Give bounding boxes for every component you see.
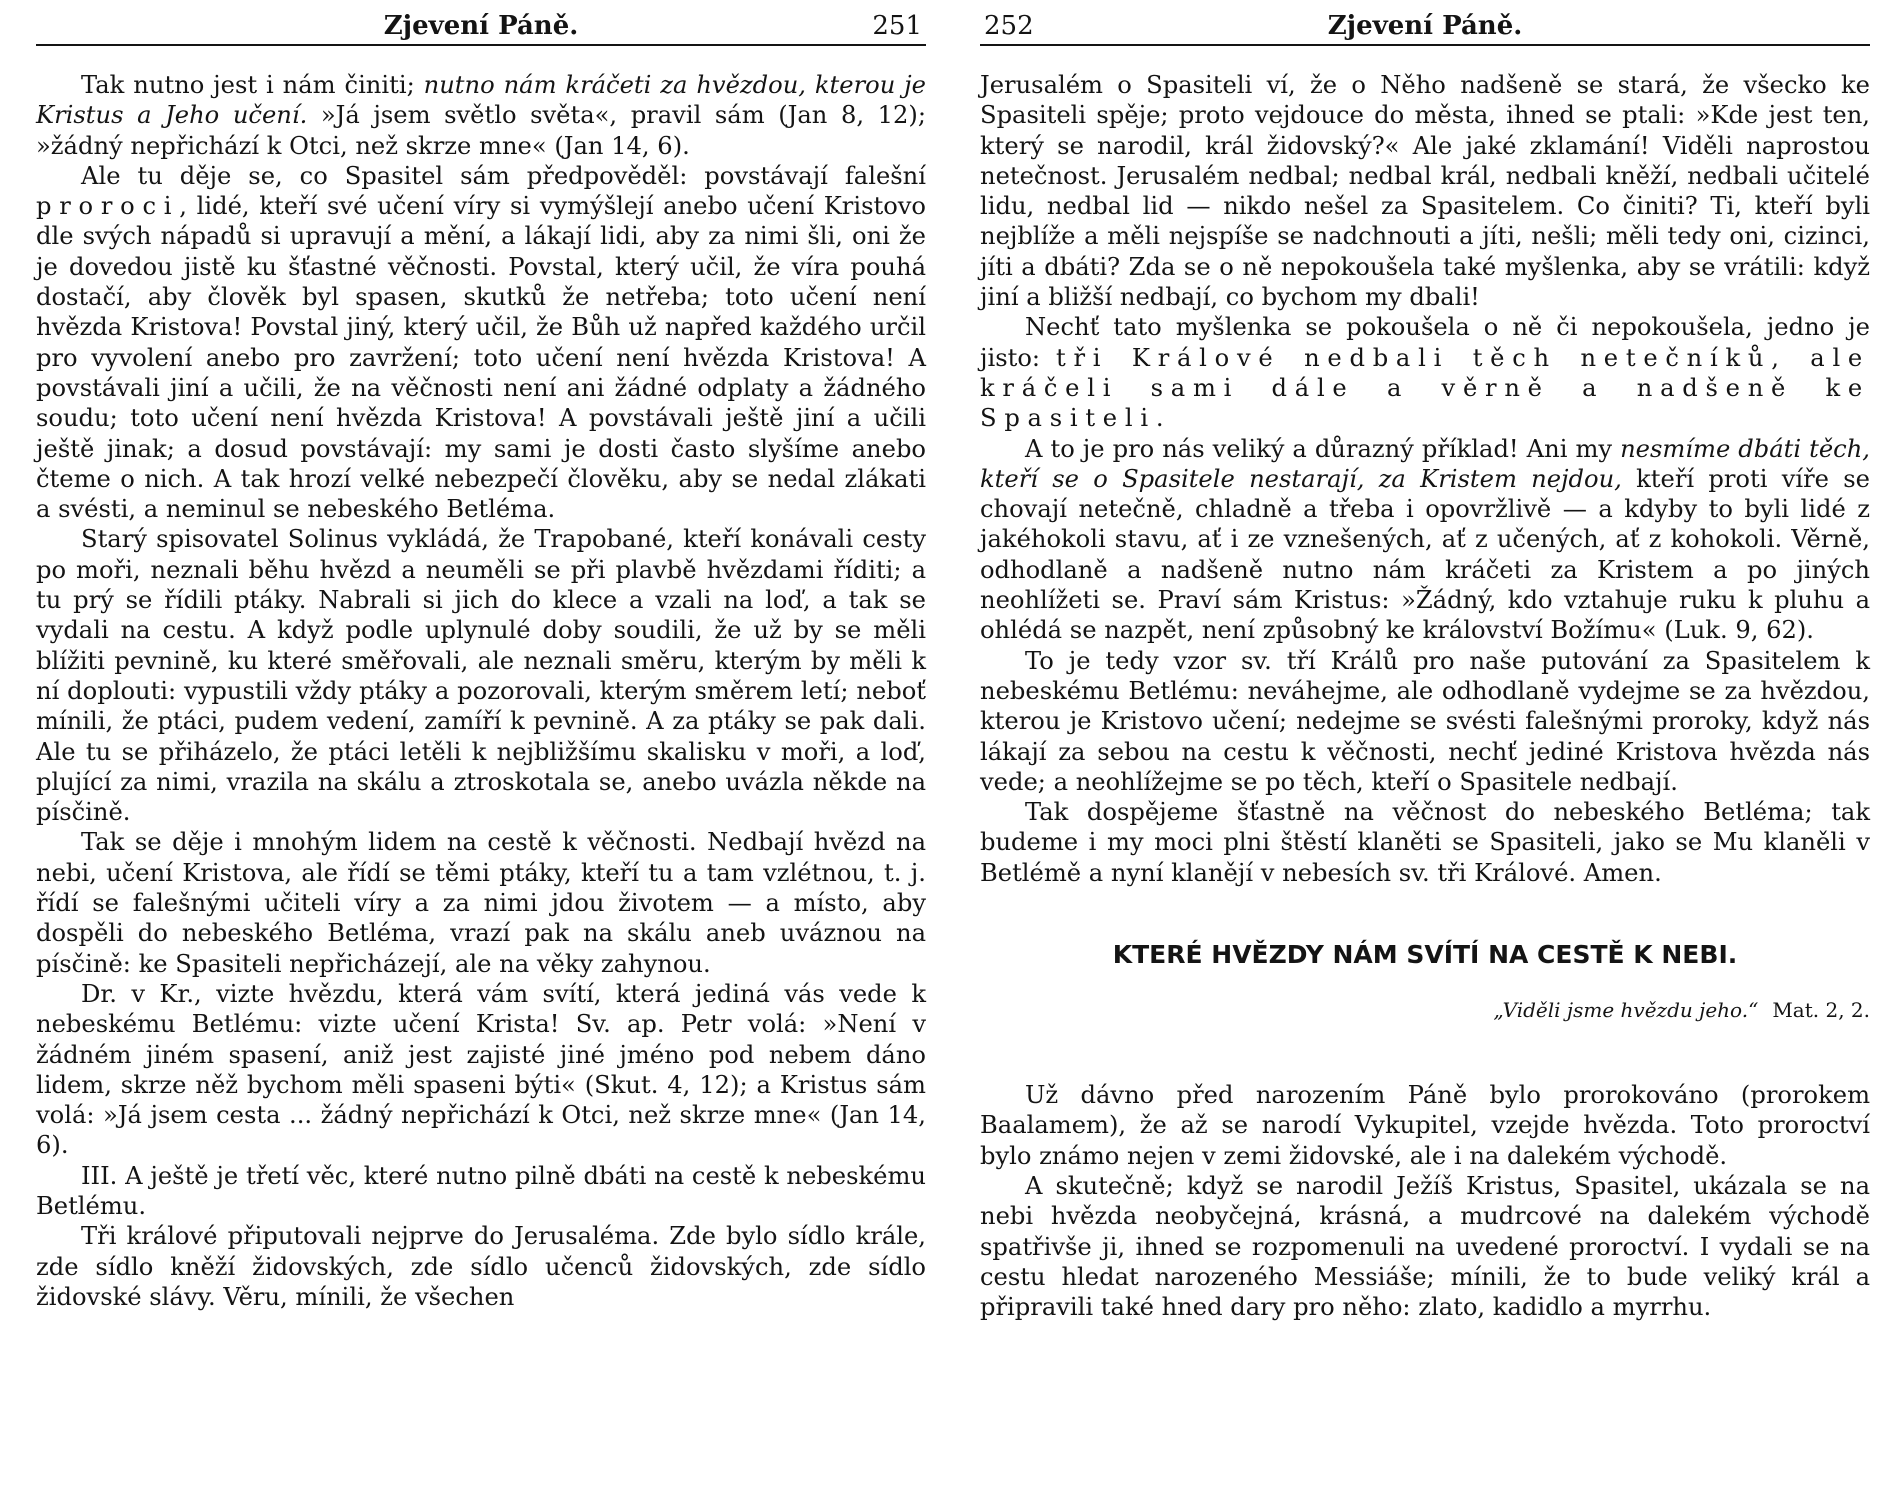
paragraph [36,161,926,525]
emphasis-spaced: proroci [36,192,180,221]
right-page-text [980,70,1870,1322]
text-run: A skutečně; když se narodil Ježíš Kristus, Spasitel, ukázala se na nebi hvězda neobyčejná, krásná, a mudrcové na dalekém východě spatřivše ji, ihned se rozpomenuli na uvedené proroctví. I vydali se na cestu hledat narozeného Messiáše; mínili, že to bude veliký král a připravili také hned dary pro něho: zlato, kadidlo a myrrhu. [980,1171,1870,1322]
emphasis-spaced: tři Králové nedbali těch netečníků, ale kráčeli sami dále a věrně a nadšeně ke Spasiteli [980,343,1870,433]
paragraph [36,70,926,161]
epigraph [980,996,1870,1024]
emphasis-italic: nesmíme dbáti těch, kteří se o Spasitele nestarají, za Kristem nejdou, [980,434,1870,493]
text-run: Tak se děje i mnohým lidem na cestě k věčnosti. Nedbají hvězd na nebi, učení Kristova, ale řídí se těmi ptáky, kteří tu a tam vzlétnou, t. j. řídí se falešnými učiteli víry a za nimi jdou životem — a místo, aby dospěli do nebeského Betléma, vrazí pak na skálu aneb uváznou na písčině: ke Spasiteli nepřicházejí, ale na věky zahynou. [36,828,926,978]
right-page-header [980,10,1870,46]
left-page-header [36,10,926,46]
text-run: Jerusalém o Spasiteli ví, že o Něho nadšeně se stará, že všecko ke Spasiteli spěje; proto vejdouce do města, ihned se ptali: »Kde jest ten, který se narodil, král židovský?« Ale jaké zklamání! Viděli naprostou netečnost. Jerusalém nedbal; nedbal král, nedbali kněží, nedbali učitelé lidu, nedbal lid — nikdo nešel za Spasitelem. Co činiti? Ti, kteří byli nejblíže a měli nejspíše se nadchnouti a jíti, nešli; měli tedy oni, cizinci, jíti a dbáti? Zda se o ně nepokoušela také myšlenka, aby se vrátili: když jiní a bližší nedbají, co bychom my dbali! [980,71,1870,312]
text-run: Ale tu děje se, co Spasitel sám předpověděl: povstávají falešní [81,161,926,190]
text-run: kteří proti víře se chovají netečně, chladně a třeba i opovržlivě — a kdyby to byli lidé z jakéhokoli stavu, ať i ze vznešených, ať z učených, ať z kohokoli. Věrně, odhodlaně a nadšeně nutno nám kráčeti za Kristem a po jiných neohlížeti se. Praví sám Kristus: »Žádný, kdo vztahuje ruku k pluhu a ohlédá se nazpět, není způsobný ke království Božímu« (Luk. 9, 62). [980,464,1870,645]
section-heading: KTERÉ HVĚZDY NÁM SVÍTÍ NA CESTĚ K NEBI. [1112,940,1738,970]
text-run: A to je pro nás veliký a důrazný příklad! Ani my [1025,434,1621,463]
epigraph-reference: Mat. 2, 2. [1772,998,1870,1023]
text-run: Tři králové připutovali nejprve do Jerusaléma. Zde bylo sídlo krále, zde sídlo kněží židovských, zde sídlo učenců židovských, zde sídlo židovské slávy. Věru, mínili, že všechen [36,1222,926,1311]
left-page-text [36,70,926,1312]
paragraph [36,1221,926,1312]
paragraph [980,70,1870,312]
text-run: , lidé, kteří své učení víry si vymýšlejí anebo učení Kristovo dle svých nápadů si upravují a mění, a lákají lidi, aby za nimi šli, oni že je dovedou jistě ku šťastné věčnosti. Povstal, který učil, že víra pouhá dostačí, aby člověk byl spasen, skutků že netřeba; toto učení není hvězda Kristova! Povstal jiný, který učil, že Bůh už napřed každého určil pro vyvolení anebo pro zavržení; toto učení není hvězda Kristova! A povstávali jiní a učili, že na věčnosti není ani žádné odplaty a žádného soudu; toto učení není hvězda Kristova! A povstávali ještě jiní a učili ještě jinak; a dosud povstávají: my sami je dosti často slyšíme anebo čteme o nich. A tak hrozí velké nebezpečí člověku, aby se nedal zlákati a svésti, a neminul se nebeského Betléma. [36,192,926,524]
text-run: Tak nutno jest i nám činiti; [81,71,424,99]
right-page [980,0,1870,1500]
page-number: 252 [984,11,1034,41]
text-run: Nechť tato myšlenka se pokoušela o ně či nepokoušela, jedno je jisto: [980,313,1870,372]
paragraph [36,524,926,827]
text-run: Už dávno před narozením Páně bylo prorokováno (prorokem Baalamem), že až se narodí Vykupitel, vzejde hvězda. Toto proroctví bylo známo nejen v zemi židovské, ale i na dalekém východě. [980,1081,1870,1170]
text-run: Dr. v Kr., vizte hvězdu, která vám svítí, která jediná vás vede k nebeskému Betlému: vizte učení Krista! Sv. ap. Petr volá: »Není v žádném jiném spasení, aniž jest zajisté jiné jméno pod nebem dáno lidem, skrze něž bychom měli spaseni býti« (Skut. 4, 12); a Kristus sám volá: »Já jsem cesta ... žádný nepřichází k Otci, než skrze mne« (Jan 14, 6). [36,979,926,1160]
paragraph [36,827,926,978]
emphasis-italic: nutno nám kráčeti za hvězdou, kterou je Kristus a Jeho učení. [36,71,926,130]
text-run: Tak dospějeme šťastně na věčnost do nebeského Betléma; tak budeme i my moci plni štěstí klaněti se Spasiteli, jako se Mu klaněli v Betlémě a nyní klanějí v nebesích sv. tři Králové. Amen. [980,798,1870,887]
page-number: 251 [872,11,922,41]
text-run: Starý spisovatel Solinus vykládá, že Trapobané, kteří konávali cesty po moři, neznali běhu hvězd a neuměli se při plavbě hvězdami říditi; a tu prý se řídili ptáky. Nabrali si jich do klece a vzali na loď, a tak se vydali na cestu. A když podle uplynulé doby soudili, že už by se měli blížiti pevnině, ku které směřovali, ale neznali směru, kterým by měli k ní doplouti: vypustili vždy ptáky a pozorovali, kterým směrem letí; neboť mínili, že ptáci, pudem vedení, zamíří k pevnině. A za ptáky se pak dali. Ale tu se přiházelo, že ptáci letěli k nejbližšímu skalisku v moři, a loď, plující za nimi, vrazila na skálu a ztroskotala se, anebo uvázla někde na písčině. [36,525,926,827]
running-title: Zjevení Páně. [383,11,579,41]
text-run: III. A ještě je třetí věc, které nutno pilně dbáti na cestě k nebeskému Betlému. [36,1161,926,1220]
epigraph-quote: „Viděli jsme hvězdu jeho.“ [1493,998,1759,1023]
text-run: To je tedy vzor sv. tří Králů pro naše putování za Spasitelem k nebeskému Betlému: neváhejme, ale odhodlaně vydejme se za hvězdou, kterou je Kristovo učení; nedejme se svésti falešnými proroky, když nás lákají za sebou na cestu k věčnosti, nechť jediné Kristova hvězda nás vede; a neohlížejme se po těch, kteří o Spasitele nedbají. [980,646,1870,796]
paragraph [980,646,1870,797]
paragraph [980,434,1870,646]
paragraph [980,797,1870,888]
paragraph [980,312,1870,433]
text-run: . [1155,404,1164,433]
text-run: »Já jsem světlo světa«, pravil sám (Jan 8, 12); »žádný nepřichází k Otci, než skrze mne« (Jan 14, 6). [36,101,926,160]
paragraph [36,979,926,1161]
running-title: Zjevení Páně. [1327,11,1523,41]
paragraph [980,1171,1870,1322]
paragraph [36,1161,926,1222]
paragraph [980,1080,1870,1171]
left-page [36,0,926,1500]
